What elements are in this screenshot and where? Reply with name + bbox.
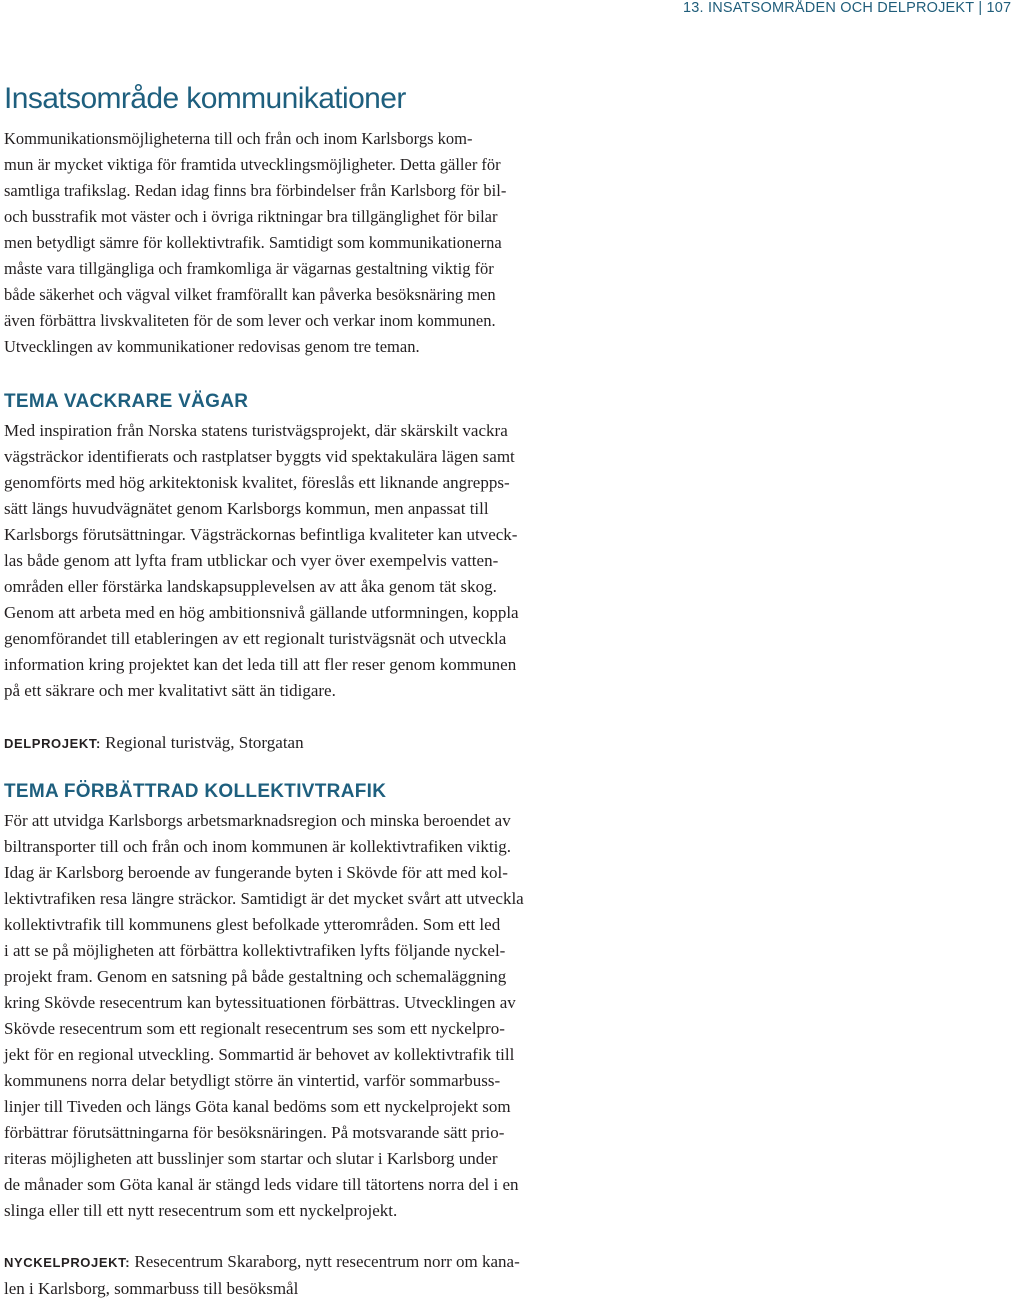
- paragraph-line: Genom att arbeta med en hög ambitionsnivå gällande utformningen, koppla: [4, 603, 519, 622]
- paragraph-line: genomförandet till etableringen av ett regionalt turistvägsnät och utveckla: [4, 629, 507, 648]
- paragraph-line: i att se på möjligheten att förbättra kollektivtrafiken lyfts följande nyckel-: [4, 941, 506, 960]
- delprojekt-label: DELPROJEKT:: [4, 736, 101, 751]
- paragraph-line: mun är mycket viktiga för framtida utvecklingsmöjligheter. Detta gäller för: [4, 155, 501, 174]
- paragraph-line: även förbättra livskvaliteten för de som lever och verkar inom kommunen.: [4, 311, 496, 330]
- paragraph-line: genomförts med hög arkitektonisk kvalitet, föreslås ett liknande angrepps-: [4, 473, 510, 492]
- paragraph-line: Idag är Karlsborg beroende av fungerande byten i Skövde för att med kol-: [4, 863, 508, 882]
- paragraph-line: sätt längs huvudvägnätet genom Karlsborgs kommun, men anpassat till: [4, 499, 489, 518]
- paragraph-line: kollektivtrafik till kommunens glest befolkade ytterområden. Som ett led: [4, 915, 501, 934]
- paragraph-line: både säkerhet och vägval vilket framförallt kan påverka besöksnäring men: [4, 285, 496, 304]
- paragraph-line: samtliga trafikslag. Redan idag finns bra förbindelser från Karlsborg för bil-: [4, 181, 507, 200]
- nyckelprojekt-block: [4, 1249, 520, 1302]
- paragraph-line: områden eller förstärka landskapsupplevelsen av att åka genom tät skog.: [4, 577, 497, 596]
- paragraph-line: information kring projektet kan det leda till att fler reser genom kommunen: [4, 655, 517, 674]
- paragraph-line: förbättrar förutsättningarna för besöksnäringen. På motsvarande sätt prio-: [4, 1123, 505, 1142]
- paragraph-line: slinga eller till ett nytt resecentrum som ett nyckelprojekt.: [4, 1201, 398, 1220]
- paragraph-line: de månader som Göta kanal är stängd leds vidare till tätortens norra del i en: [4, 1175, 519, 1194]
- paragraph-line: jekt för en regional utveckling. Sommartid är behovet av kollektivtrafik till: [4, 1045, 515, 1064]
- delprojekt-text: Regional turistväg, Storgatan: [100, 733, 304, 752]
- nyckelprojekt-line-2: len i Karlsborg, sommarbuss till besöksmål: [4, 1279, 299, 1298]
- nyckelprojekt-label: NYCKELPROJEKT:: [4, 1255, 131, 1270]
- paragraph-line: biltransporter till och från och inom kommunen är kollektivtrafiken viktig.: [4, 837, 512, 856]
- paragraph-line: För att utvidga Karlsborgs arbetsmarknadsregion och minska beroendet av: [4, 811, 511, 830]
- section-heading-vackrare-vagar: TEMA VACKRARE VÄGAR: [4, 391, 249, 412]
- paragraph-line: lektivtrafiken resa längre sträckor. Samtidigt är det mycket svårt att utveckla: [4, 889, 524, 908]
- paragraph-line: Utvecklingen av kommunikationer redovisas genom tre teman.: [4, 337, 420, 356]
- intro-paragraph: [4, 126, 506, 360]
- kollektivtrafik-paragraph: [4, 808, 524, 1224]
- paragraph-line: projekt fram. Genom en satsning på både gestaltning och schemaläggning: [4, 967, 507, 986]
- section-heading-kollektivtrafik: TEMA FÖRBÄTTRAD KOLLEKTIVTRAFIK: [4, 781, 387, 802]
- paragraph-line: vägsträckor identifierats och rastplatser byggts vid spektakulära lägen samt: [4, 447, 515, 466]
- running-header: 13. INSATSOMRÅDEN OCH DELPROJEKT | 107: [683, 0, 1011, 16]
- paragraph-line: måste vara tillgängliga och framkomliga är vägarnas gestaltning viktig för: [4, 259, 494, 278]
- paragraph-line: las både genom att lyfta fram utblickar och vyer över exempelvis vatten-: [4, 551, 499, 570]
- paragraph-line: Skövde resecentrum som ett regionalt resecentrum ses som ett nyckelpro-: [4, 1019, 505, 1038]
- paragraph-line: Kommunikationsmöjligheterna till och från och inom Karlsborgs kom-: [4, 129, 473, 148]
- nyckelprojekt-text: Resecentrum Skaraborg, nytt resecentrum norr om kana-: [130, 1252, 520, 1271]
- paragraph-line: Med inspiration från Norska statens turistvägsprojekt, där skärskilt vackra: [4, 421, 508, 440]
- paragraph-line: men betydligt sämre för kollektivtrafik. Samtidigt som kommunikationerna: [4, 233, 502, 252]
- paragraph-line: kommunens norra delar betydligt större än vintertid, varför sommarbuss-: [4, 1071, 501, 1090]
- vackrare-vagar-paragraph: [4, 418, 519, 704]
- paragraph-line: riteras möjligheten att busslinjer som startar och slutar i Karlsborg under: [4, 1149, 498, 1168]
- paragraph-line: linjer till Tiveden och längs Göta kanal bedöms som ett nyckelprojekt som: [4, 1097, 511, 1116]
- paragraph-line: på ett säkrare och mer kvalitativt sätt än tidigare.: [4, 681, 336, 700]
- paragraph-line: Karlsborgs förutsättningar. Vägsträckornas befintliga kvaliteter kan utveck-: [4, 525, 518, 544]
- paragraph-line: och busstrafik mot väster och i övriga riktningar bra tillgänglighet för bilar: [4, 207, 498, 226]
- paragraph-line: kring Skövde resecentrum kan bytessituationen förbättras. Utvecklingen av: [4, 993, 516, 1012]
- delprojekt-line: [4, 730, 304, 757]
- nyckelprojekt-line-1: [4, 1249, 520, 1276]
- page-title: Insatsområde kommunikationer: [4, 82, 406, 115]
